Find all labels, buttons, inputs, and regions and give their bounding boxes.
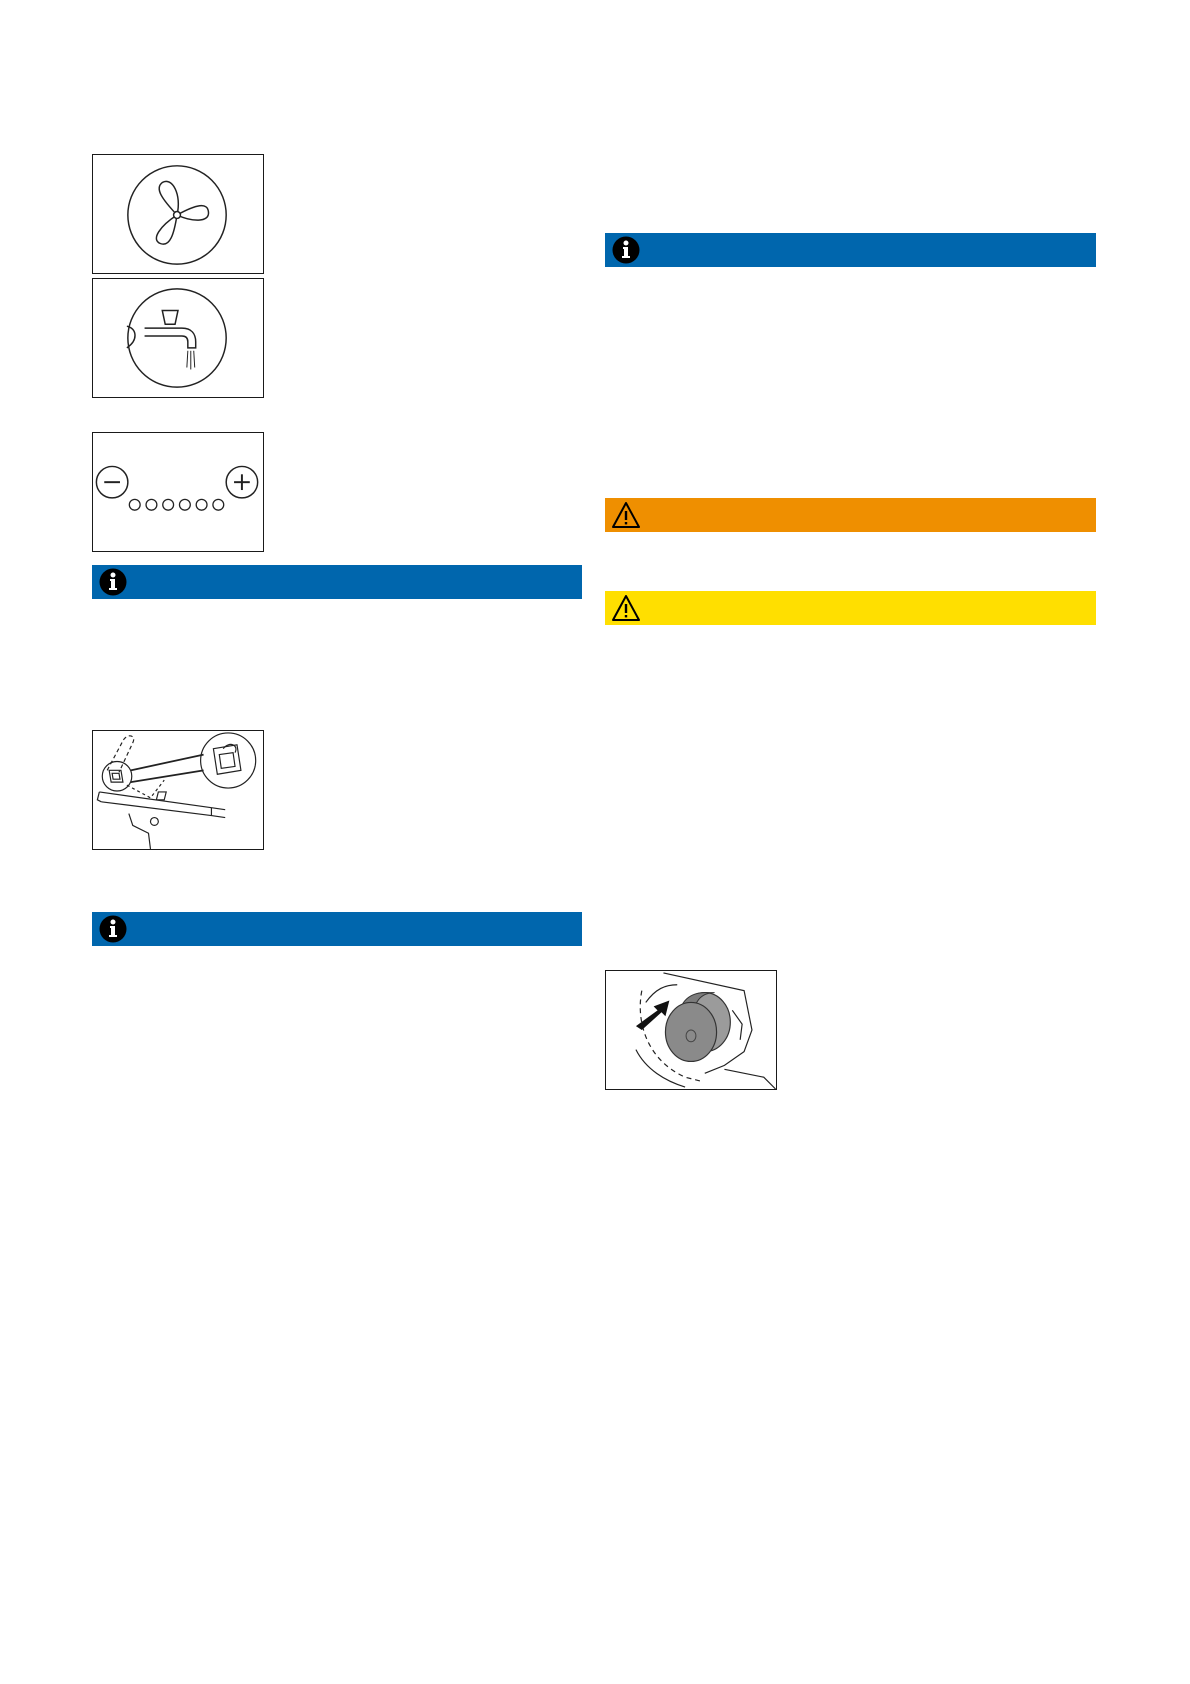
info-note-bar: [92, 565, 582, 599]
warning-triangle-icon: [611, 593, 641, 623]
info-icon: [611, 235, 641, 265]
water-tap-icon: [93, 279, 263, 397]
info-note-bar-2: [92, 912, 582, 946]
info-note-bar-right: [605, 233, 1096, 267]
lever-figure: [92, 730, 264, 850]
minus-plus-level-icon: [93, 433, 263, 551]
fan-icon: [93, 155, 263, 273]
info-icon: [98, 914, 128, 944]
level-dots: [129, 499, 223, 510]
lever-latch-illustration: [93, 731, 263, 849]
fan-figure: [92, 154, 264, 274]
caution-note-bar: [605, 591, 1096, 625]
brush-roller-illustration: [606, 971, 776, 1089]
level-figure: [92, 432, 264, 552]
warning-triangle-icon: [611, 500, 641, 530]
roller-figure: [605, 970, 777, 1090]
warning-note-bar: [605, 498, 1096, 532]
info-icon: [98, 567, 128, 597]
water-figure: [92, 278, 264, 398]
